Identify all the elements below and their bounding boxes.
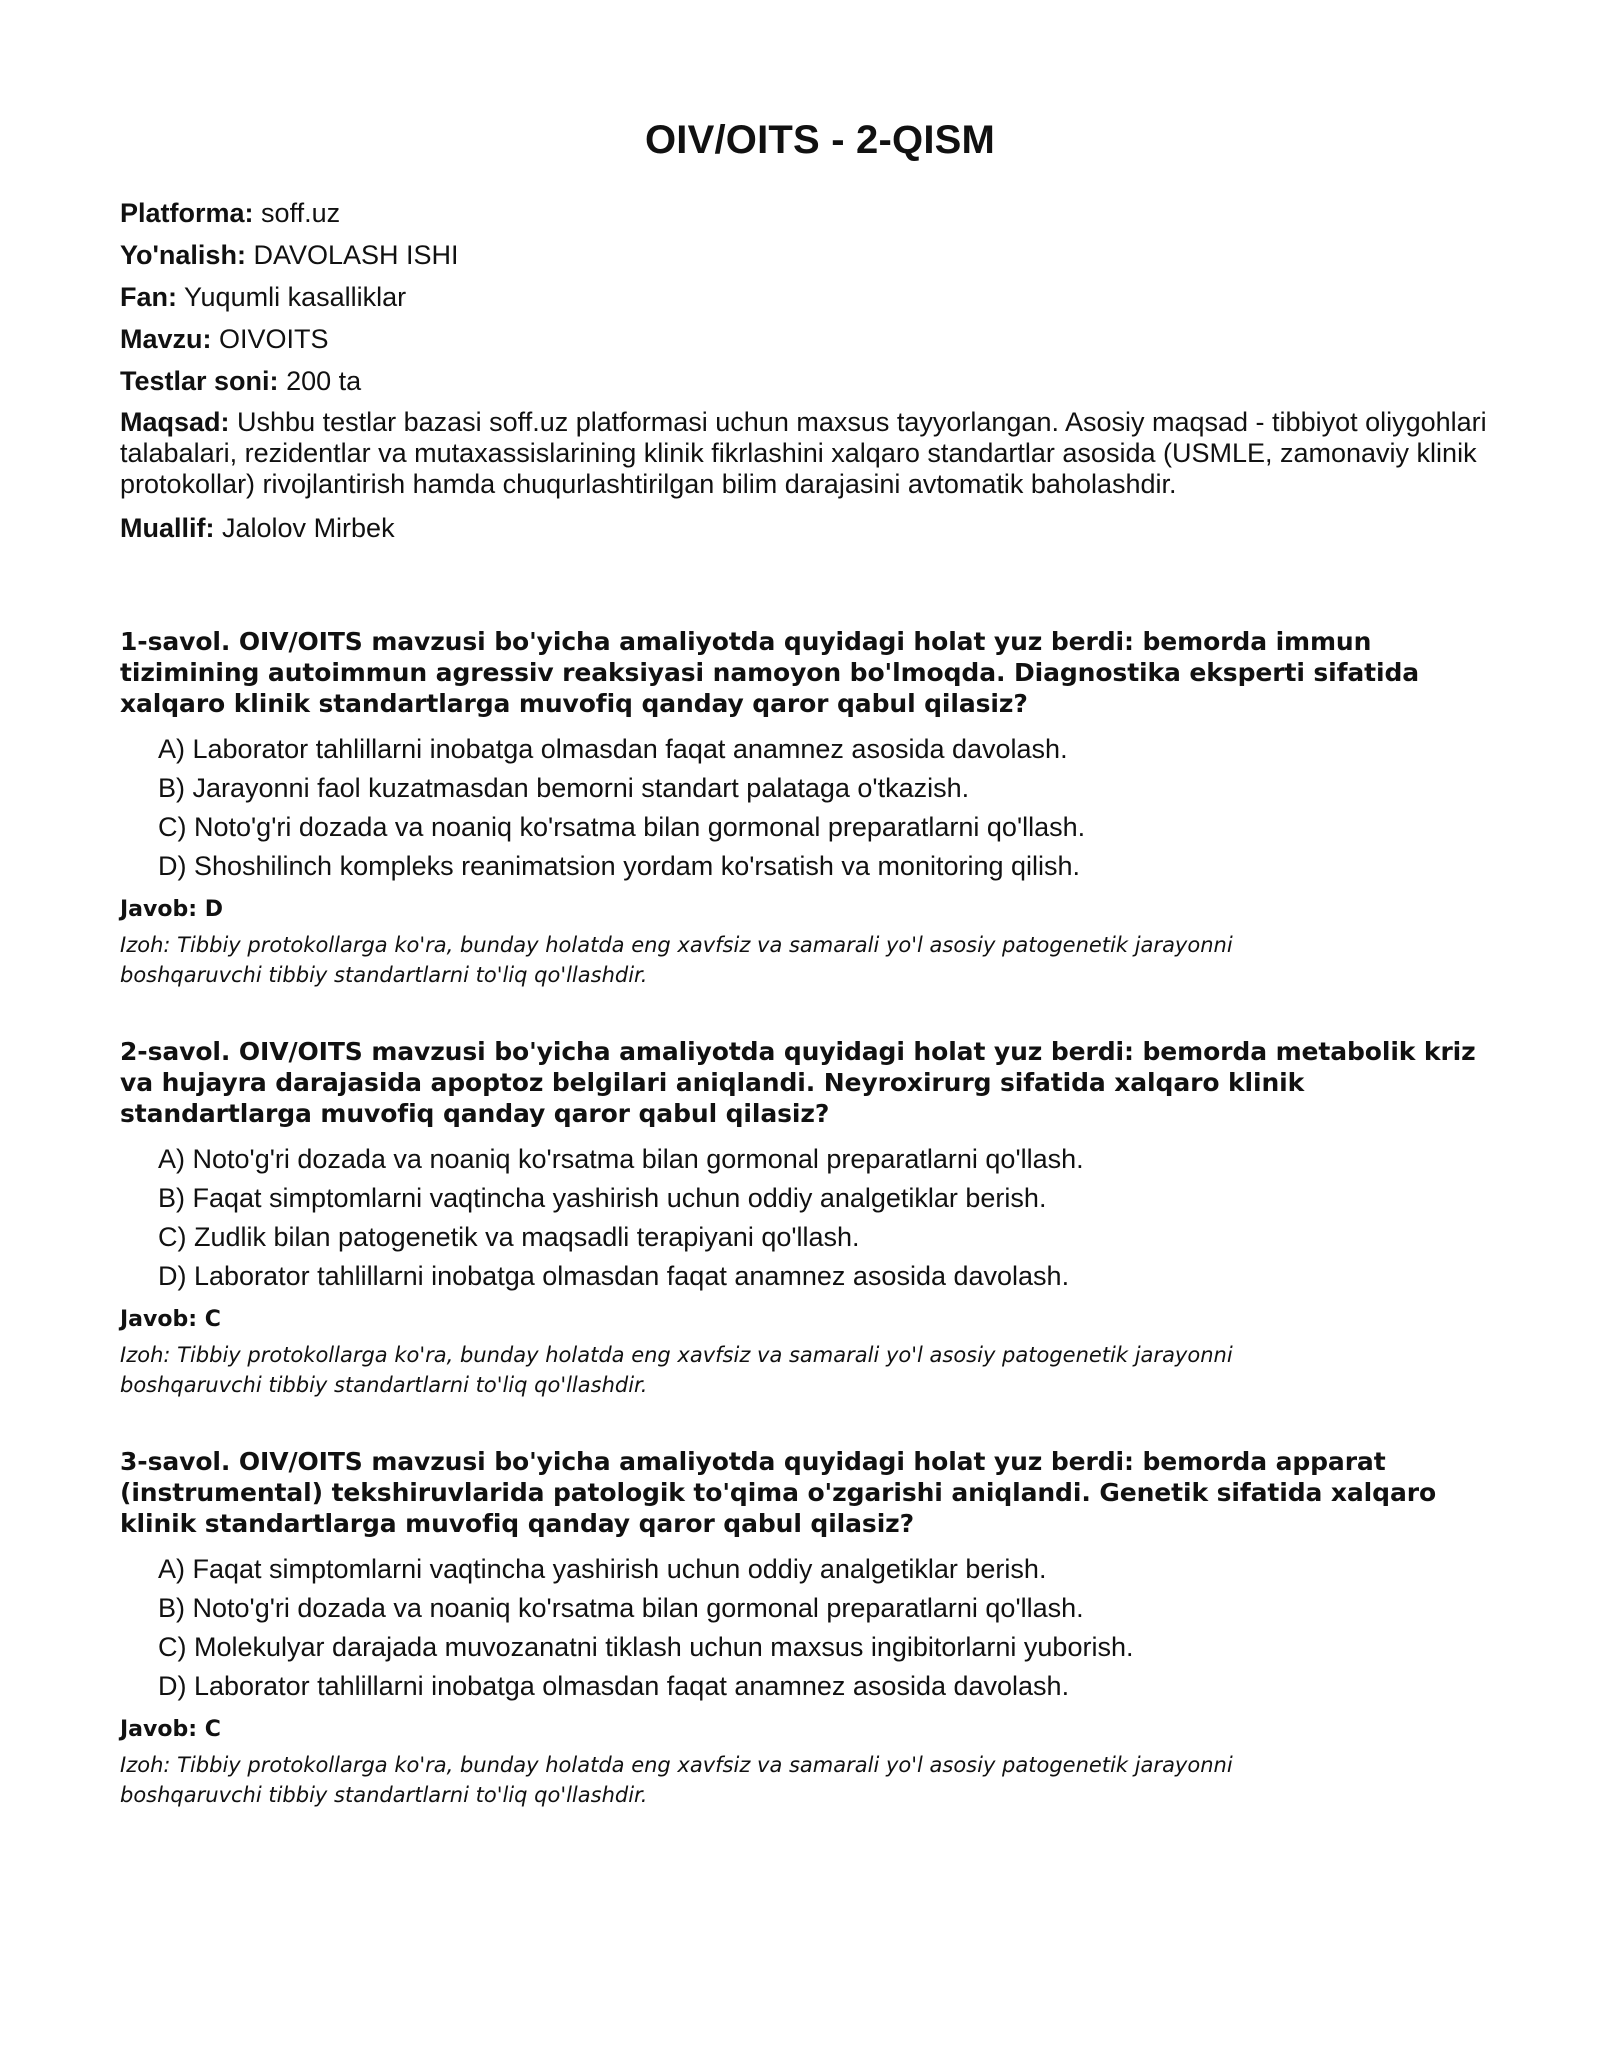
meta-subject (120, 281, 1500, 313)
answer-label: Javob: C (120, 1717, 221, 1742)
option-a: A) Noto'g'ri dozada va noaniq ko'rsatma bilan gormonal preparatlarni qo'llash. (158, 1144, 1084, 1174)
meta-platform-value: soff.uz (261, 198, 341, 228)
question-text: 1-savol. OIV/OITS mavzusi bo'yicha amaliyotda quyidagi holat yuz berdi: bemorda immun tizimining autoimmun agressiv reaksiyasi namoyon bo'lmoqda. Diagnostika eksperti sifatida xalqaro klinik standartlarga muvofiq qanday qaror qabul qilasiz? (120, 627, 1420, 718)
option-b: B) Faqat simptomlarni vaqtincha yashirish uchun oddiy analgetiklar berish. (158, 1183, 1047, 1213)
meta-test-count (120, 365, 1500, 397)
option-c: C) Molekulyar darajada muvozanatni tiklash uchun maxsus ingibitorlarni yuborish. (158, 1632, 1134, 1662)
question-text: 3-savol. OIV/OITS mavzusi bo'yicha amaliyotda quyidagi holat yuz berdi: bemorda apparat (instrumental) tekshiruvlarida patologik to'qima o'zgarishi aniqlandi. Genetik sifatida xalqaro klinik standartlarga muvofiq qanday qaror qabul qilasiz? (120, 1447, 1437, 1538)
question-3 (120, 1446, 1500, 1810)
explanation-note: Izoh: Tibbiy protokollarga ko'ra, bunday holatda eng xavfsiz va samarali yo'l asosiy patogenetik jarayonni boshqaruvchi tibbiy standartlarni to'liq qo'llashdir. (120, 933, 1233, 987)
option-c: C) Zudlik bilan patogenetik va maqsadli terapiyani qo'llash. (158, 1222, 860, 1252)
options-list (120, 733, 1500, 882)
option-b: B) Jarayonni faol kuzatmasdan bemorni standart palataga o'tkazish. (158, 773, 970, 803)
options-list (120, 1553, 1500, 1702)
meta-topic-value: OIVOITS (219, 324, 329, 354)
answer-label: Javob: D (120, 897, 223, 922)
meta-test-count-key: Testlar soni: (120, 366, 279, 396)
explanation-note: Izoh: Tibbiy protokollarga ko'ra, bunday holatda eng xavfsiz va samarali yo'l asosiy patogenetik jarayonni boshqaruvchi tibbiy standartlarni to'liq qo'llashdir. (120, 1753, 1233, 1807)
meta-author-key: Muallif: (120, 513, 215, 543)
meta-goal-key: Maqsad: (120, 407, 230, 437)
option-c: C) Noto'g'ri dozada va noaniq ko'rsatma bilan gormonal preparatlarni qo'llash. (158, 812, 1086, 842)
question-text: 2-savol. OIV/OITS mavzusi bo'yicha amaliyotda quyidagi holat yuz berdi: bemorda metabolik kriz va hujayra darajasida apoptoz belgilari aniqlandi. Neyroxirurg sifatida xalqaro klinik standartlarga muvofiq qanday qaror qabul qilasiz? (120, 1037, 1476, 1128)
answer-label: Javob: C (120, 1307, 221, 1332)
metadata-section (120, 197, 1500, 544)
option-d: D) Laborator tahlillarni inobatga olmasdan faqat anamnez asosida davolash. (158, 1261, 1070, 1291)
option-d: D) Shoshilinch kompleks reanimatsion yordam ko'rsatish va monitoring qilish. (158, 851, 1081, 881)
meta-direction-key: Yo'nalish: (120, 240, 246, 270)
options-list (120, 1143, 1500, 1292)
option-d: D) Laborator tahlillarni inobatga olmasdan faqat anamnez asosida davolash. (158, 1671, 1070, 1701)
meta-direction (120, 239, 1500, 271)
document-page (120, 118, 1500, 1856)
meta-platform (120, 197, 1500, 229)
meta-topic (120, 323, 1500, 355)
question-1 (120, 626, 1500, 990)
meta-platform-key: Platforma: (120, 198, 254, 228)
meta-topic-key: Mavzu: (120, 324, 212, 354)
meta-author-value: Jalolov Mirbek (222, 513, 395, 543)
option-a: A) Faqat simptomlarni vaqtincha yashirish uchun oddiy analgetiklar berish. (158, 1554, 1047, 1584)
meta-subject-key: Fan: (120, 282, 177, 312)
meta-goal (120, 407, 1500, 500)
explanation-note: Izoh: Tibbiy protokollarga ko'ra, bunday holatda eng xavfsiz va samarali yo'l asosiy patogenetik jarayonni boshqaruvchi tibbiy standartlarni to'liq qo'llashdir. (120, 1343, 1233, 1397)
question-2 (120, 1036, 1500, 1400)
option-b: B) Noto'g'ri dozada va noaniq ko'rsatma bilan gormonal preparatlarni qo'llash. (158, 1593, 1084, 1623)
questions-list (120, 626, 1500, 1810)
meta-goal-value: Ushbu testlar bazasi soff.uz platformasi uchun maxsus tayyorlangan. Asosiy maqsad - tibbiyot oliygohlari talabalari, rezidentlar va mutaxassislarining klinik fikrlashini xalqaro standartlar asosida (USMLE, zamonaviy klinik protokollar) rivojlantirish hamda chuqurlashtirilgan bilim darajasini avtomatik baholashdir. (120, 407, 1487, 499)
meta-test-count-value: 200 ta (286, 366, 362, 396)
document-title: OIV/OITS - 2-QISM (644, 118, 996, 162)
option-a: A) Laborator tahlillarni inobatga olmasdan faqat anamnez asosida davolash. (158, 734, 1068, 764)
meta-direction-value: DAVOLASH ISHI (253, 240, 459, 270)
meta-subject-value: Yuqumli kasalliklar (184, 282, 407, 312)
meta-author (120, 512, 1500, 544)
